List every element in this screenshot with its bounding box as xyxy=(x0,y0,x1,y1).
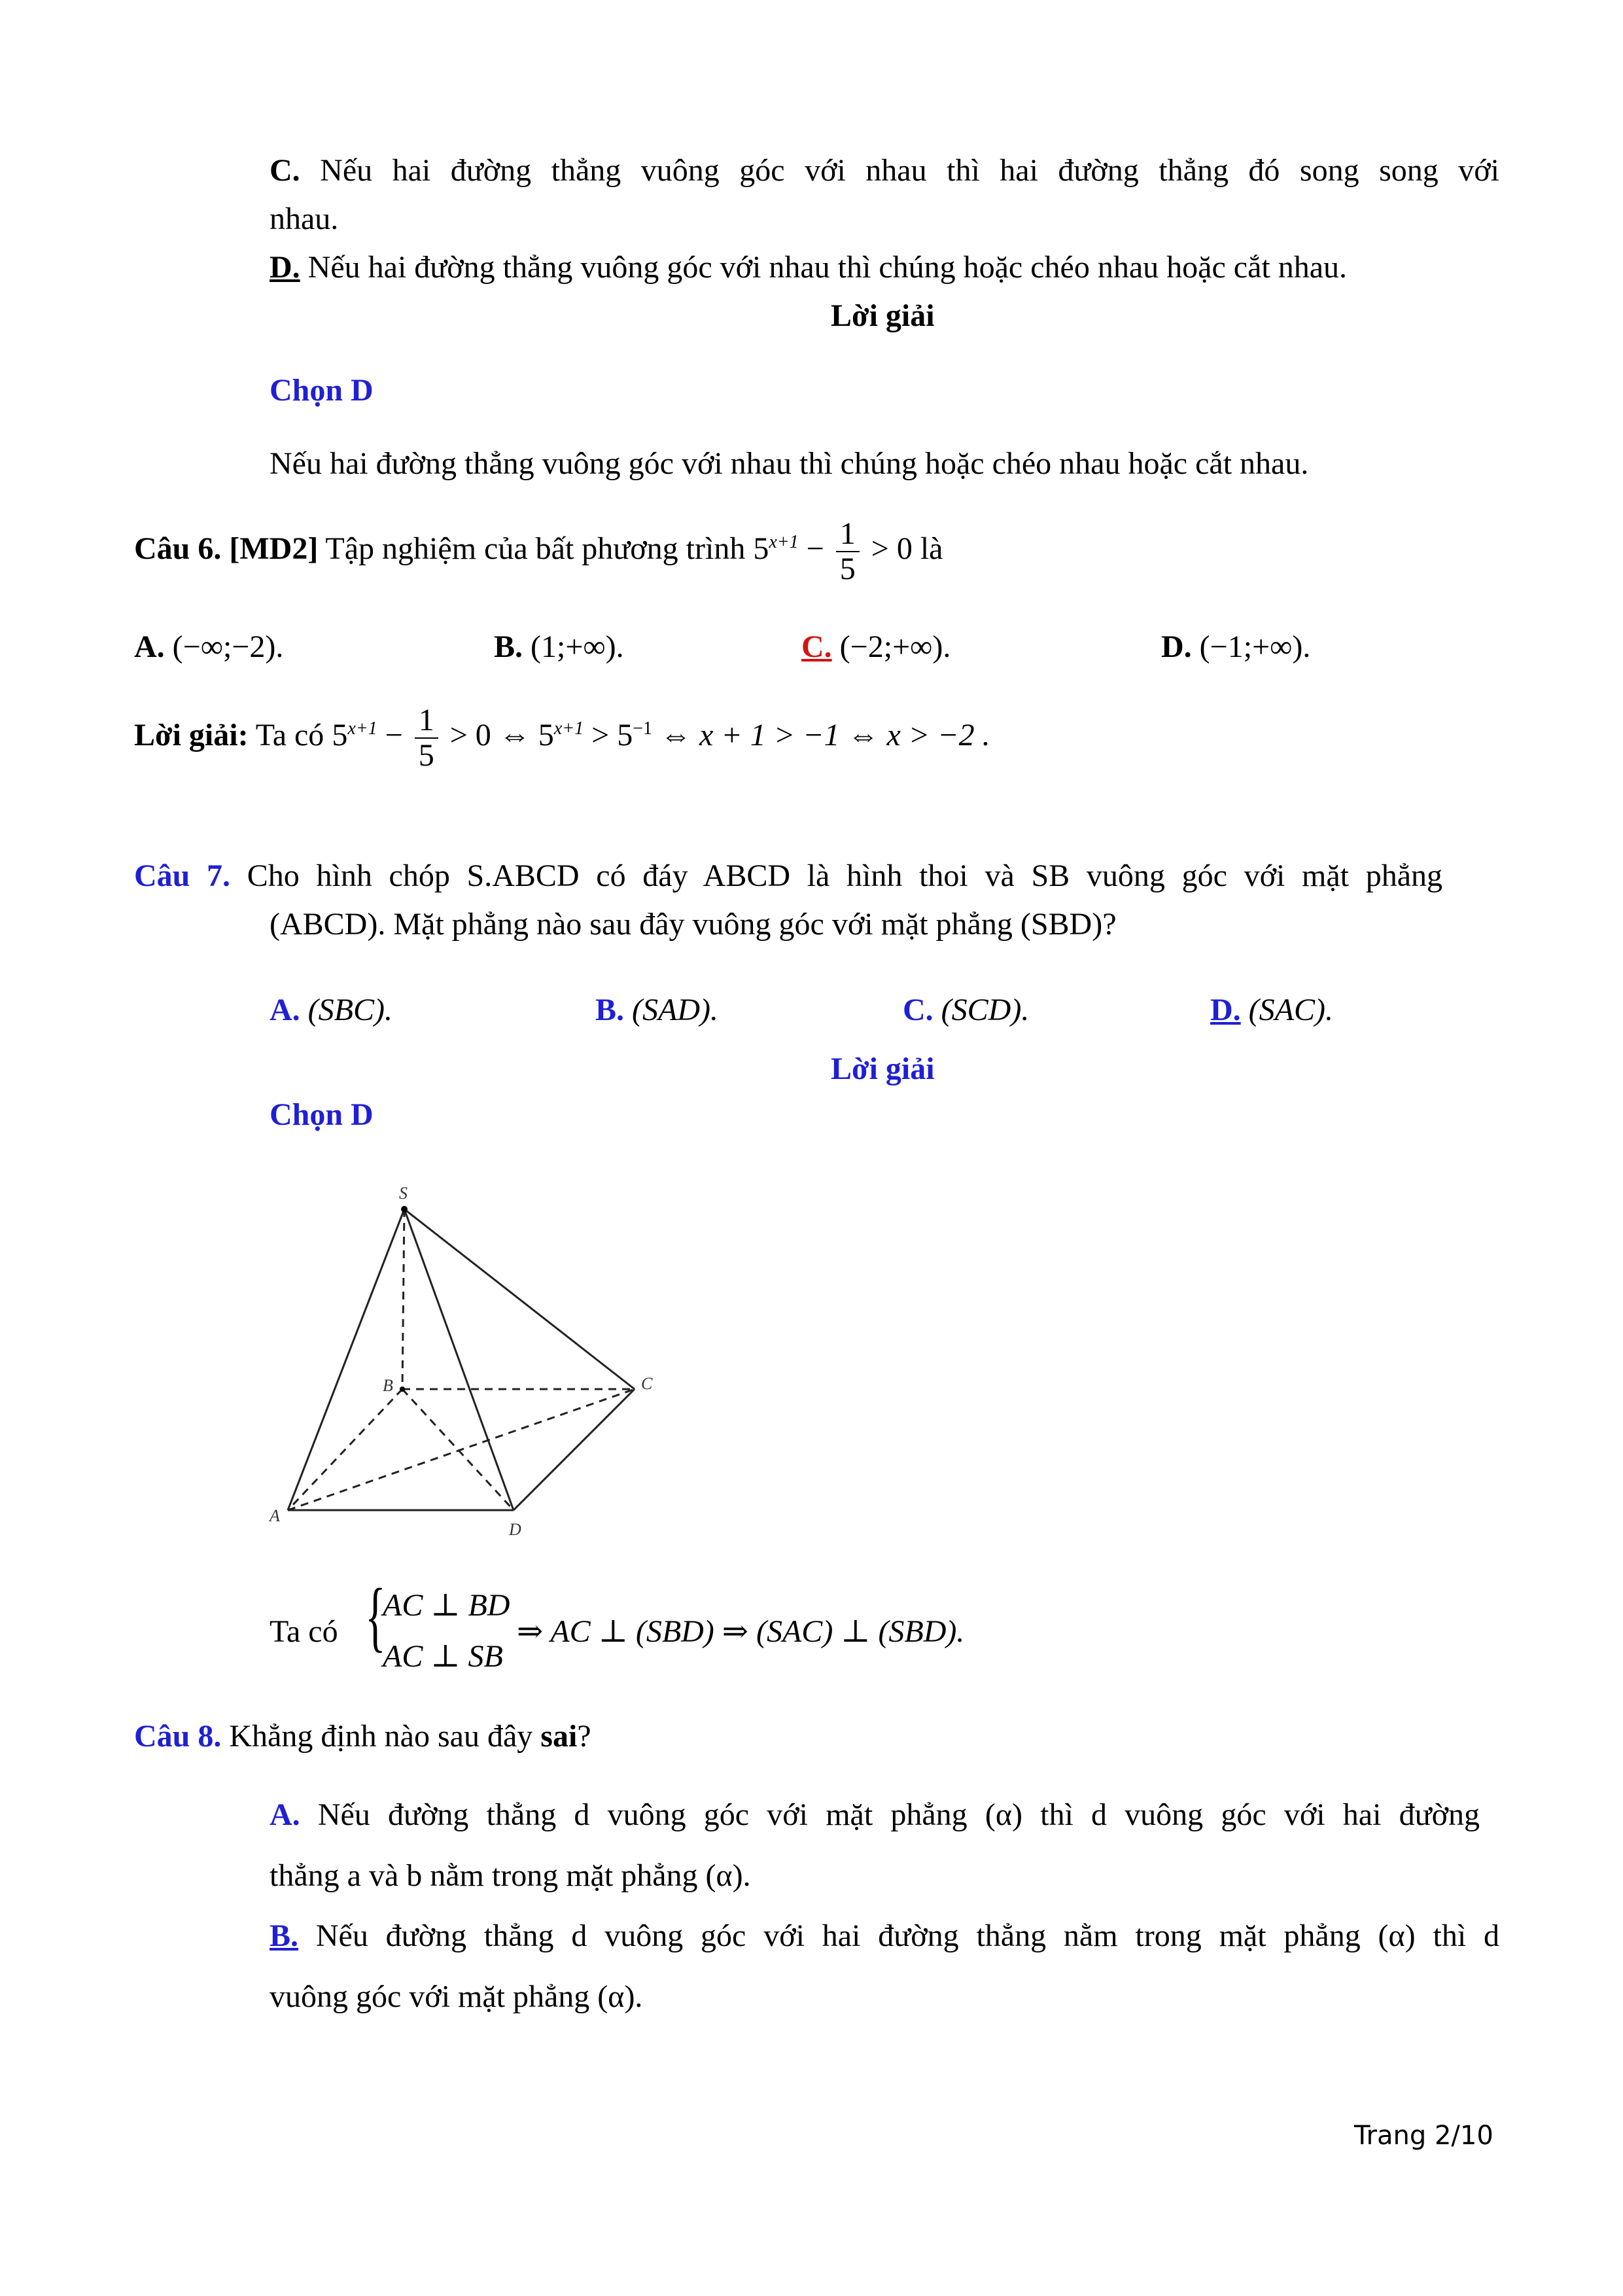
q7-proof-result: ⇒ AC ⊥ (SBD) ⇒ (SAC) ⊥ (SBD). xyxy=(517,1614,965,1649)
q8-label: Câu 8. xyxy=(134,1719,222,1754)
label-S: S xyxy=(399,1184,408,1203)
q6-level: [MD2] xyxy=(229,531,319,567)
edge-SC xyxy=(404,1209,635,1389)
label-C: C xyxy=(641,1374,653,1393)
q6-inequality: $5^{x+1}$ − $\frac{1}{5}$ > 0 xyxy=(753,516,913,586)
q7-proof-intro: Ta có xyxy=(270,1614,338,1649)
q6-question: Câu 6. [MD2] Tập nghiệm của bất phương trình $5^{x+1}$ − $\frac{1}{5}$ > 0 là xyxy=(134,516,943,586)
q7-proof-line1: AC ⊥ BD xyxy=(383,1588,510,1623)
q7-label: Câu 7. xyxy=(134,858,231,893)
q8-option-b-label: B. xyxy=(270,1918,299,1953)
q8-option-b-line2: vuông góc với mặt phẳng (α). xyxy=(270,1979,643,2014)
label-D: D xyxy=(509,1520,521,1538)
q6-option-c: C. (−2;+∞). xyxy=(801,629,951,664)
q5-option-c-line2: nhau. xyxy=(270,202,339,236)
q6-option-d: D. (−1;+∞). xyxy=(1161,629,1311,664)
edge-SB xyxy=(402,1209,404,1389)
q8-option-a-label: A. xyxy=(270,1797,300,1832)
q6-option-a: A. (−∞;−2). xyxy=(134,629,284,664)
q6-option-b: B. (1;+∞). xyxy=(494,629,624,664)
q8-option-b-line1: B. Nếu đường thẳng d vuông góc với hai đường thẳng nằm trong mặt phẳng (α) thì d xyxy=(270,1918,1499,1953)
q6-label: Câu 6. xyxy=(134,531,222,567)
edge-BA xyxy=(288,1389,402,1510)
q7-question-line1: Câu 7. Cho hình chóp S.ABCD có đáy ABCD là hình thoi và SB vuông góc với mặt phẳng xyxy=(134,858,1443,893)
edge-DC xyxy=(514,1389,635,1510)
edge-SD xyxy=(404,1209,514,1510)
q5-option-c-line1: C. Nếu hai đường thẳng vuông góc với nhau thì hai đường thẳng đó song song với xyxy=(270,153,1499,188)
label-A: A xyxy=(270,1506,280,1525)
q7-solution-heading: Lời giải xyxy=(831,1051,935,1086)
q8-question: Câu 8. Khẳng định nào sau đây sai? xyxy=(134,1719,591,1754)
q7-option-d: D. (SAC). xyxy=(1210,993,1333,1027)
q6-solution-math: $5^{x+1}$ − $\frac{1}{5}$ > 0 ⇔ $5^{x+1} > 5^{-1}$ ⇔ x + 1 > −1 ⇔ x > −2 . xyxy=(332,703,990,773)
q5-option-c-label: C. xyxy=(270,153,300,188)
q7-option-c: C. (SCD). xyxy=(903,993,1030,1027)
q6-solution-label: Lời giải: xyxy=(134,718,249,753)
diag-BD xyxy=(402,1389,514,1510)
q7-proof-line2: AC ⊥ SB xyxy=(383,1639,503,1674)
q5-explanation: Nếu hai đường thẳng vuông góc với nhau thì chúng hoặc chéo nhau hoặc cắt nhau. xyxy=(270,446,1309,481)
vertex-S xyxy=(401,1206,408,1212)
q8-option-a-line1: A. Nếu đường thẳng d vuông góc với mặt phẳng (α) thì d vuông góc với hai đường xyxy=(270,1797,1480,1832)
q6-prompt: Tập nghiệm của bất phương trình xyxy=(318,531,754,567)
q7-option-b: B. (SAD). xyxy=(595,993,718,1027)
q5-option-d-label: D. xyxy=(270,250,300,285)
q7-proof-brace: { xyxy=(364,1572,386,1659)
q5-option-d: D. Nếu hai đường thẳng vuông góc với nhau thì chúng hoặc chéo nhau hoặc cắt nhau. xyxy=(270,250,1348,285)
q5-solution-heading: Lời giải xyxy=(831,298,935,333)
q8-option-a-line2: thẳng a và b nằm trong mặt phẳng (α). xyxy=(270,1858,751,1893)
q7-question-line2: (ABCD). Mặt phẳng nào sau đây vuông góc với mặt phẳng (SBD)? xyxy=(270,907,1117,942)
q5-choice: Chọn D xyxy=(270,373,374,408)
q7-option-a: A. (SBC). xyxy=(270,993,393,1027)
label-B: B xyxy=(383,1376,393,1395)
diag-AC xyxy=(288,1389,635,1510)
vertex-B xyxy=(400,1386,405,1392)
q7-choice: Chọn D xyxy=(270,1097,374,1132)
q6-solution: Lời giải: Ta có $5^{x+1}$ − $\frac{1}{5}$ > 0 ⇔ $5^{x+1} > 5^{-1}$ ⇔ x + 1 > −1 ⇔ x > −2 . xyxy=(134,703,990,773)
pyramid-figure xyxy=(262,1171,667,1538)
page-number: Trang 2/10 xyxy=(1354,2121,1493,2151)
edge-SA xyxy=(288,1209,404,1510)
